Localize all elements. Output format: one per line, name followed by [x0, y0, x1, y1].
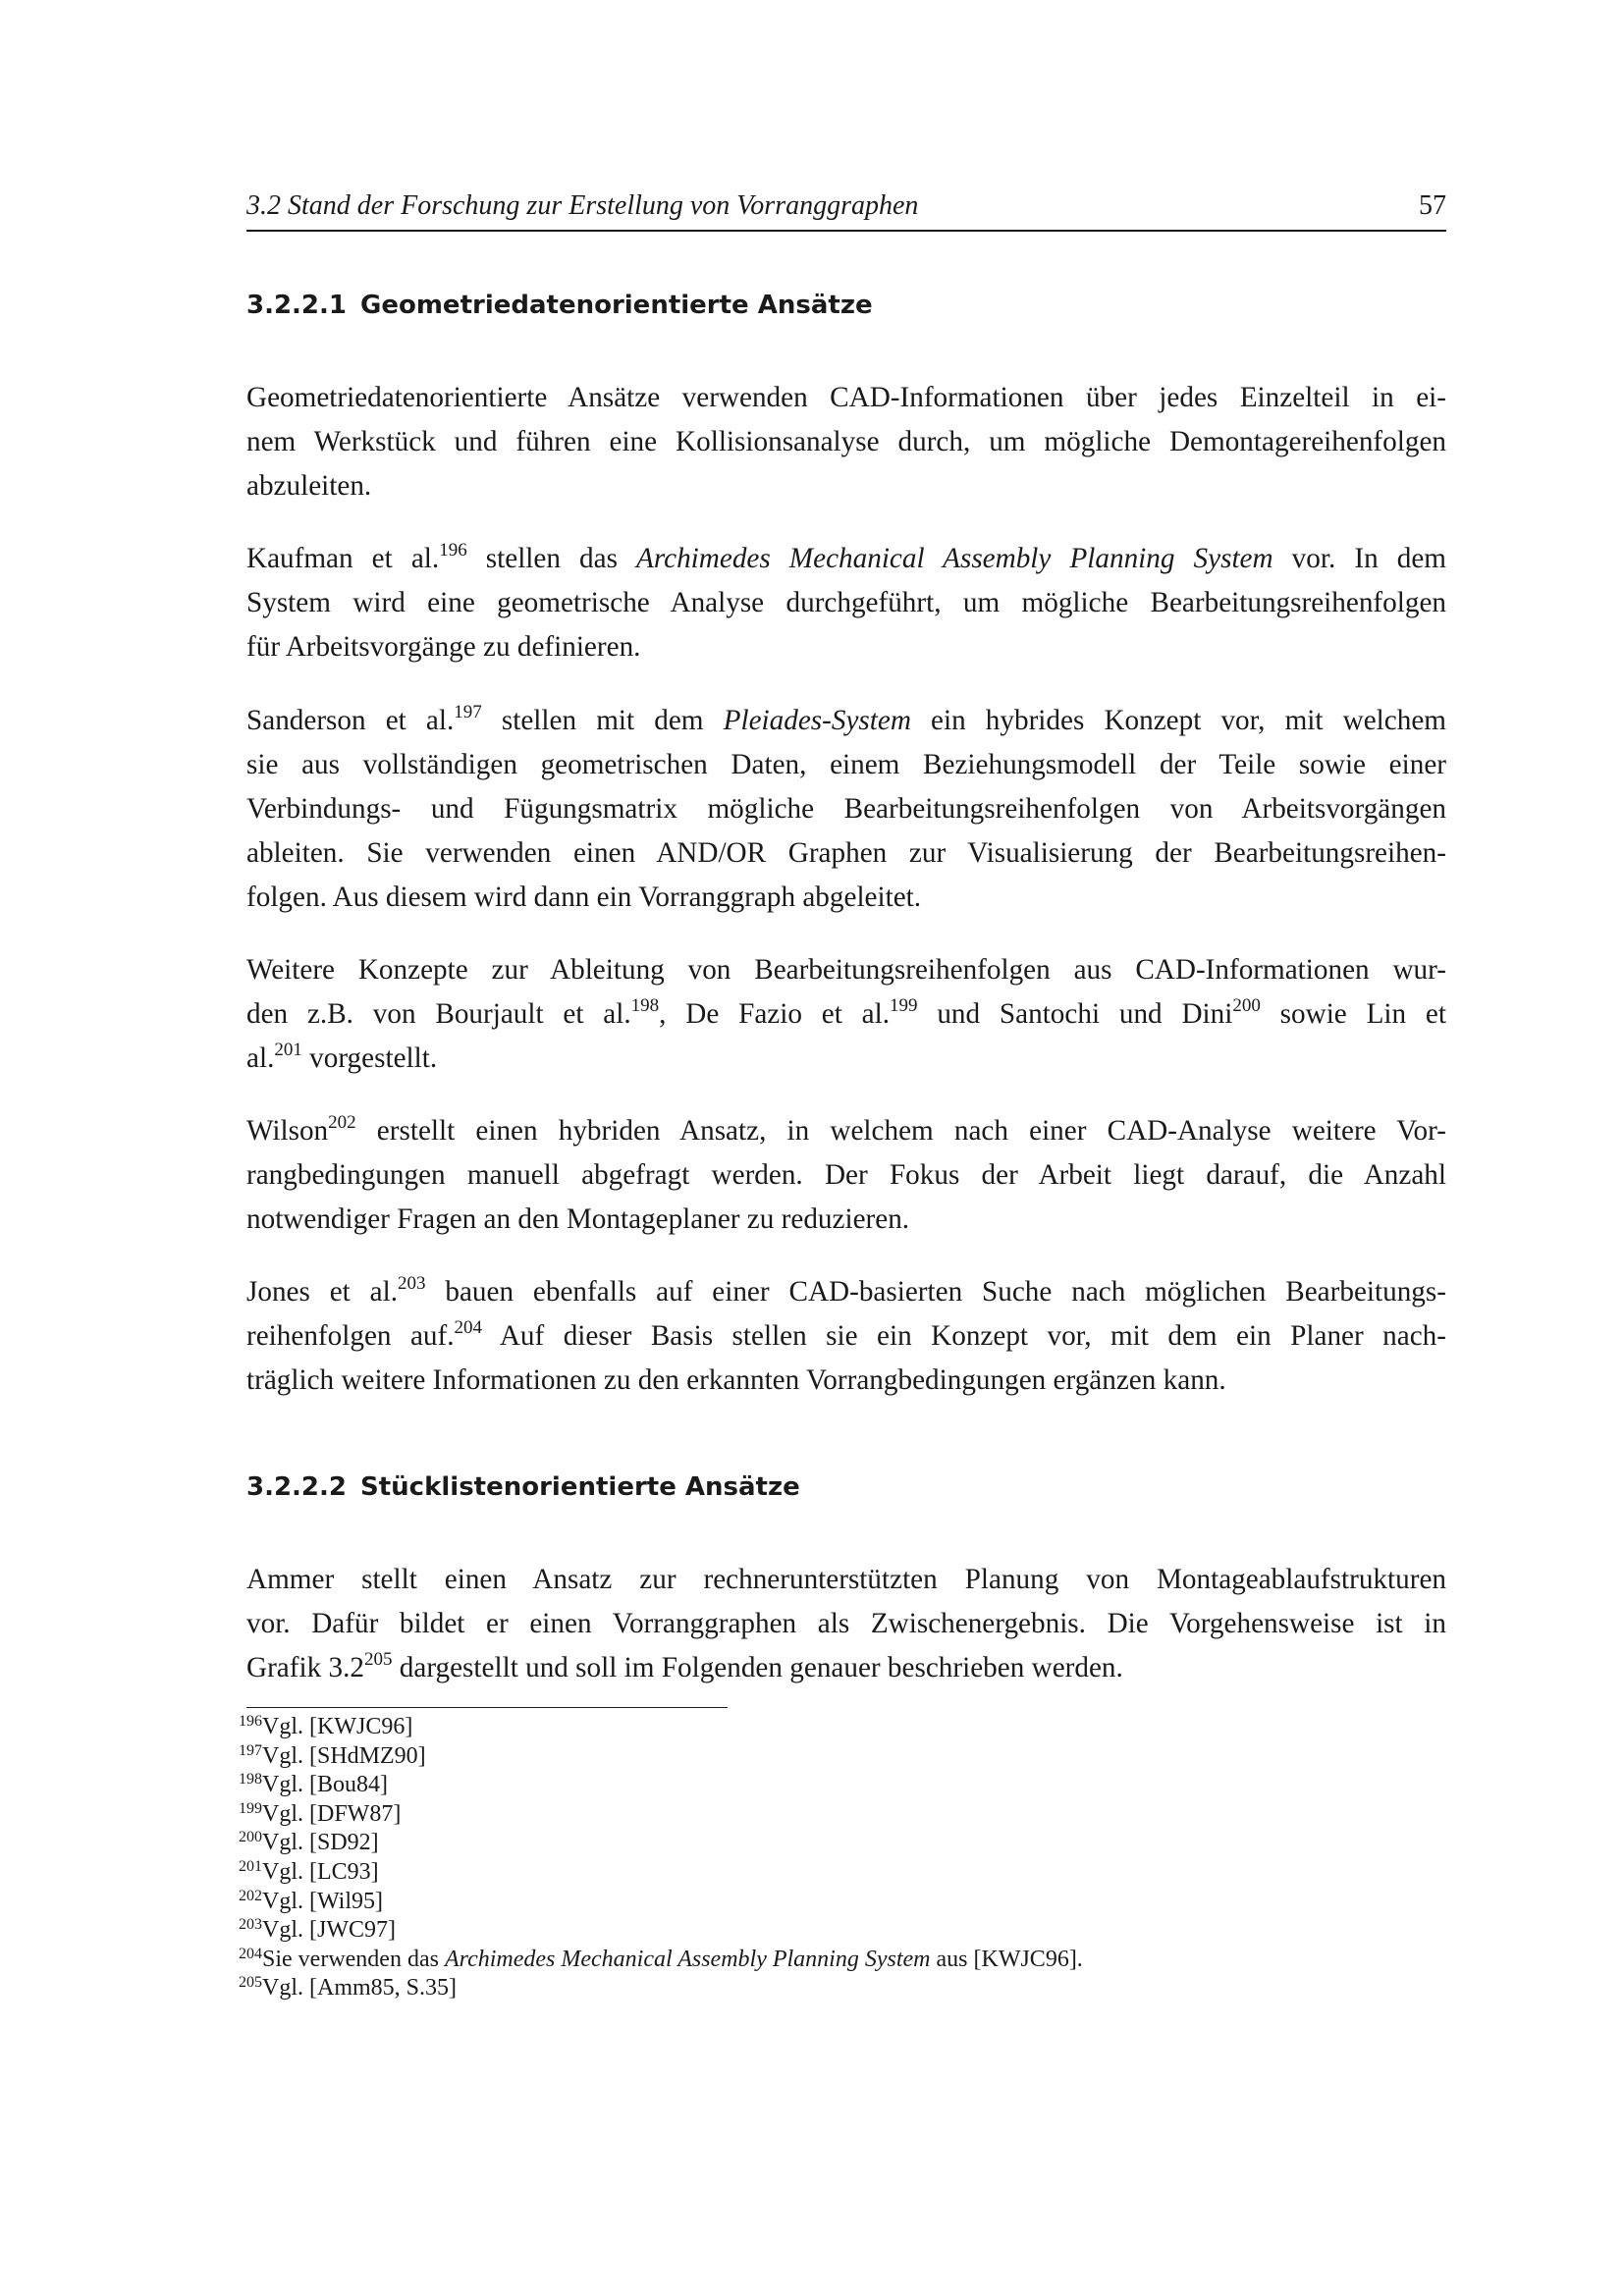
running-header-title: 3.2 Stand der Forschung zur Erstellung von Vorranggraphen	[246, 190, 919, 221]
text-line: folgen. Aus diesem wird dann ein Vorranggraph abgeleitet.	[246, 881, 922, 913]
text-line: System wird eine geometrische Analyse durchgeführt, um mögliche Bearbeitungsreihenfolgen	[246, 587, 1446, 618]
text-line: Wilson$^{202}$ erstellt einen hybriden Ansatz, in welchem nach einer CAD-Analyse weitere Vor-	[246, 1112, 1446, 1147]
text-line: Weitere Konzepte zur Ableitung von Bearbeitungsreihenfolgen aus CAD-Informationen wur-	[246, 954, 1446, 986]
paragraph-2	[246, 537, 1446, 669]
footnote-ref[interactable]: 201	[274, 1040, 302, 1060]
text-line: Kaufman et al.$^{196}$ stellen das Archimedes Mechanical Assembly Planning System vor. In dem	[246, 540, 1446, 574]
text-line: vor. Dafür bildet er einen Vorranggraphen als Zwischenergebnis. Die Vorgehensweise ist in	[246, 1608, 1446, 1639]
paragraph-6	[246, 1270, 1446, 1403]
footnote: $^{201}$Vgl. [LC93]	[239, 1857, 379, 1885]
text-line: Grafik $3.2^{205}$ dargestellt und soll im Folgenden genauer beschrieben werden.	[246, 1649, 1123, 1683]
footnote: $^{205}$Vgl. [Amm85, S.35]	[239, 1974, 457, 2002]
footnote: $^{198}$Vgl. [Bou84]	[239, 1771, 388, 1798]
page-number: 57	[1419, 190, 1446, 221]
section-title: Stücklistenorientierte Ansätze	[360, 1472, 800, 1502]
text-line: ableiten. Sie verwenden einen AND/OR Graphen zur Visualisierung der Bearbeitungsreihen-	[246, 837, 1446, 869]
section-number: 3.2.2.2	[246, 1472, 347, 1502]
footnote: $^{197}$Vgl. [SHdMZ90]	[239, 1741, 426, 1769]
footnote-ref[interactable]: 199	[890, 995, 918, 1016]
text-line: notwendiger Fragen an den Montageplaner zu reduzieren.	[246, 1203, 910, 1235]
text-line: rangbedingungen manuell abgefragt werden. Der Fokus der Arbeit liegt darauf, die Anzahl	[246, 1159, 1446, 1191]
section-heading-3-2-2-2	[246, 1472, 800, 1502]
section-title: Geometriedatenorientierte Ansätze	[360, 291, 873, 320]
paragraph-4	[246, 948, 1446, 1081]
text-line: Verbindungs- und Fügungsmatrix mögliche Bearbeitungsreihenfolgen von Arbeitsvorgängen	[246, 793, 1446, 825]
text-line: reihenfolgen auf.$^{204}$ Auf dieser Basis stellen sie ein Konzept vor, mit dem ein Planer nach-	[246, 1317, 1446, 1352]
footnote-ref[interactable]: 196	[439, 540, 467, 561]
footnote-ref[interactable]: 200	[1232, 995, 1261, 1016]
footnote: $^{203}$Vgl. [JWC97]	[239, 1916, 396, 1944]
footnote-ref[interactable]: 202	[328, 1112, 356, 1133]
paragraph-3	[246, 699, 1446, 920]
footnote: $^{204}$Sie verwenden das Archimedes Mechanical Assembly Planning System aus [KWJC96].	[239, 1945, 1083, 1972]
paragraph-5	[246, 1109, 1446, 1242]
text-line: Geometriedatenorientierte Ansätze verwenden CAD-Informationen über jedes Einzelteil in ei-	[246, 382, 1446, 413]
text-line: Sanderson et al.$^{197}$ stellen mit dem Pleiades-System ein hybrides Konzept vor, mit welchem	[246, 702, 1446, 736]
text-line: nem Werkstück und führen eine Kollisionsanalyse durch, um mögliche Demontagereihenfolgen	[246, 426, 1446, 457]
footnotes	[239, 1713, 1083, 2003]
text-line: Jones et al.$^{203}$ bauen ebenfalls auf einer CAD-basierten Suche nach möglichen Bearbeitungs-	[246, 1273, 1446, 1308]
text-line: für Arbeitsvorgänge zu definieren.	[246, 631, 641, 663]
footnote-ref[interactable]: 205	[363, 1649, 393, 1670]
footnote-ref[interactable]: 198	[630, 995, 660, 1016]
footnote-ref[interactable]: 197	[454, 702, 482, 722]
running-header	[246, 187, 1446, 232]
text-line: al.$^{201}$ vorgestellt.	[246, 1040, 438, 1074]
text-line: sie aus vollständigen geometrischen Daten, einem Beziehungsmodell der Teile sowie einer	[246, 749, 1446, 780]
footnote: $^{202}$Vgl. [Wil95]	[239, 1887, 384, 1914]
footnote-ref[interactable]: 204	[454, 1317, 483, 1338]
paragraph-7	[246, 1558, 1446, 1690]
system-name: Archimedes Mechanical Assembly Planning System	[636, 543, 1273, 574]
text-line: den z.B. von Bourjault et al.$^{198}$, De Fazio et al.$^{199}$ und Santochi und Dini$^{200}$ sowie Lin et	[246, 995, 1446, 1030]
footnote: $^{199}$Vgl. [DFW87]	[239, 1799, 402, 1827]
footnote-divider	[246, 1707, 728, 1708]
footnote-ref[interactable]: 203	[398, 1273, 426, 1294]
text-line: abzuleiten.	[246, 470, 372, 502]
text-line: träglich weitere Informationen zu den erkannten Vorrangbedingungen ergänzen kann.	[246, 1364, 1226, 1396]
section-heading-3-2-2-1	[246, 291, 873, 320]
system-name: Pleiades-System	[723, 705, 911, 736]
footnote: $^{200}$Vgl. [SD92]	[239, 1829, 379, 1856]
footnote: $^{196}$Vgl. [KWJC96]	[239, 1713, 413, 1739]
section-number: 3.2.2.1	[246, 291, 347, 320]
paragraph-1	[246, 376, 1446, 508]
text-line: Ammer stellt einen Ansatz zur rechnerunterstützten Planung von Montageablaufstrukturen	[246, 1564, 1446, 1595]
